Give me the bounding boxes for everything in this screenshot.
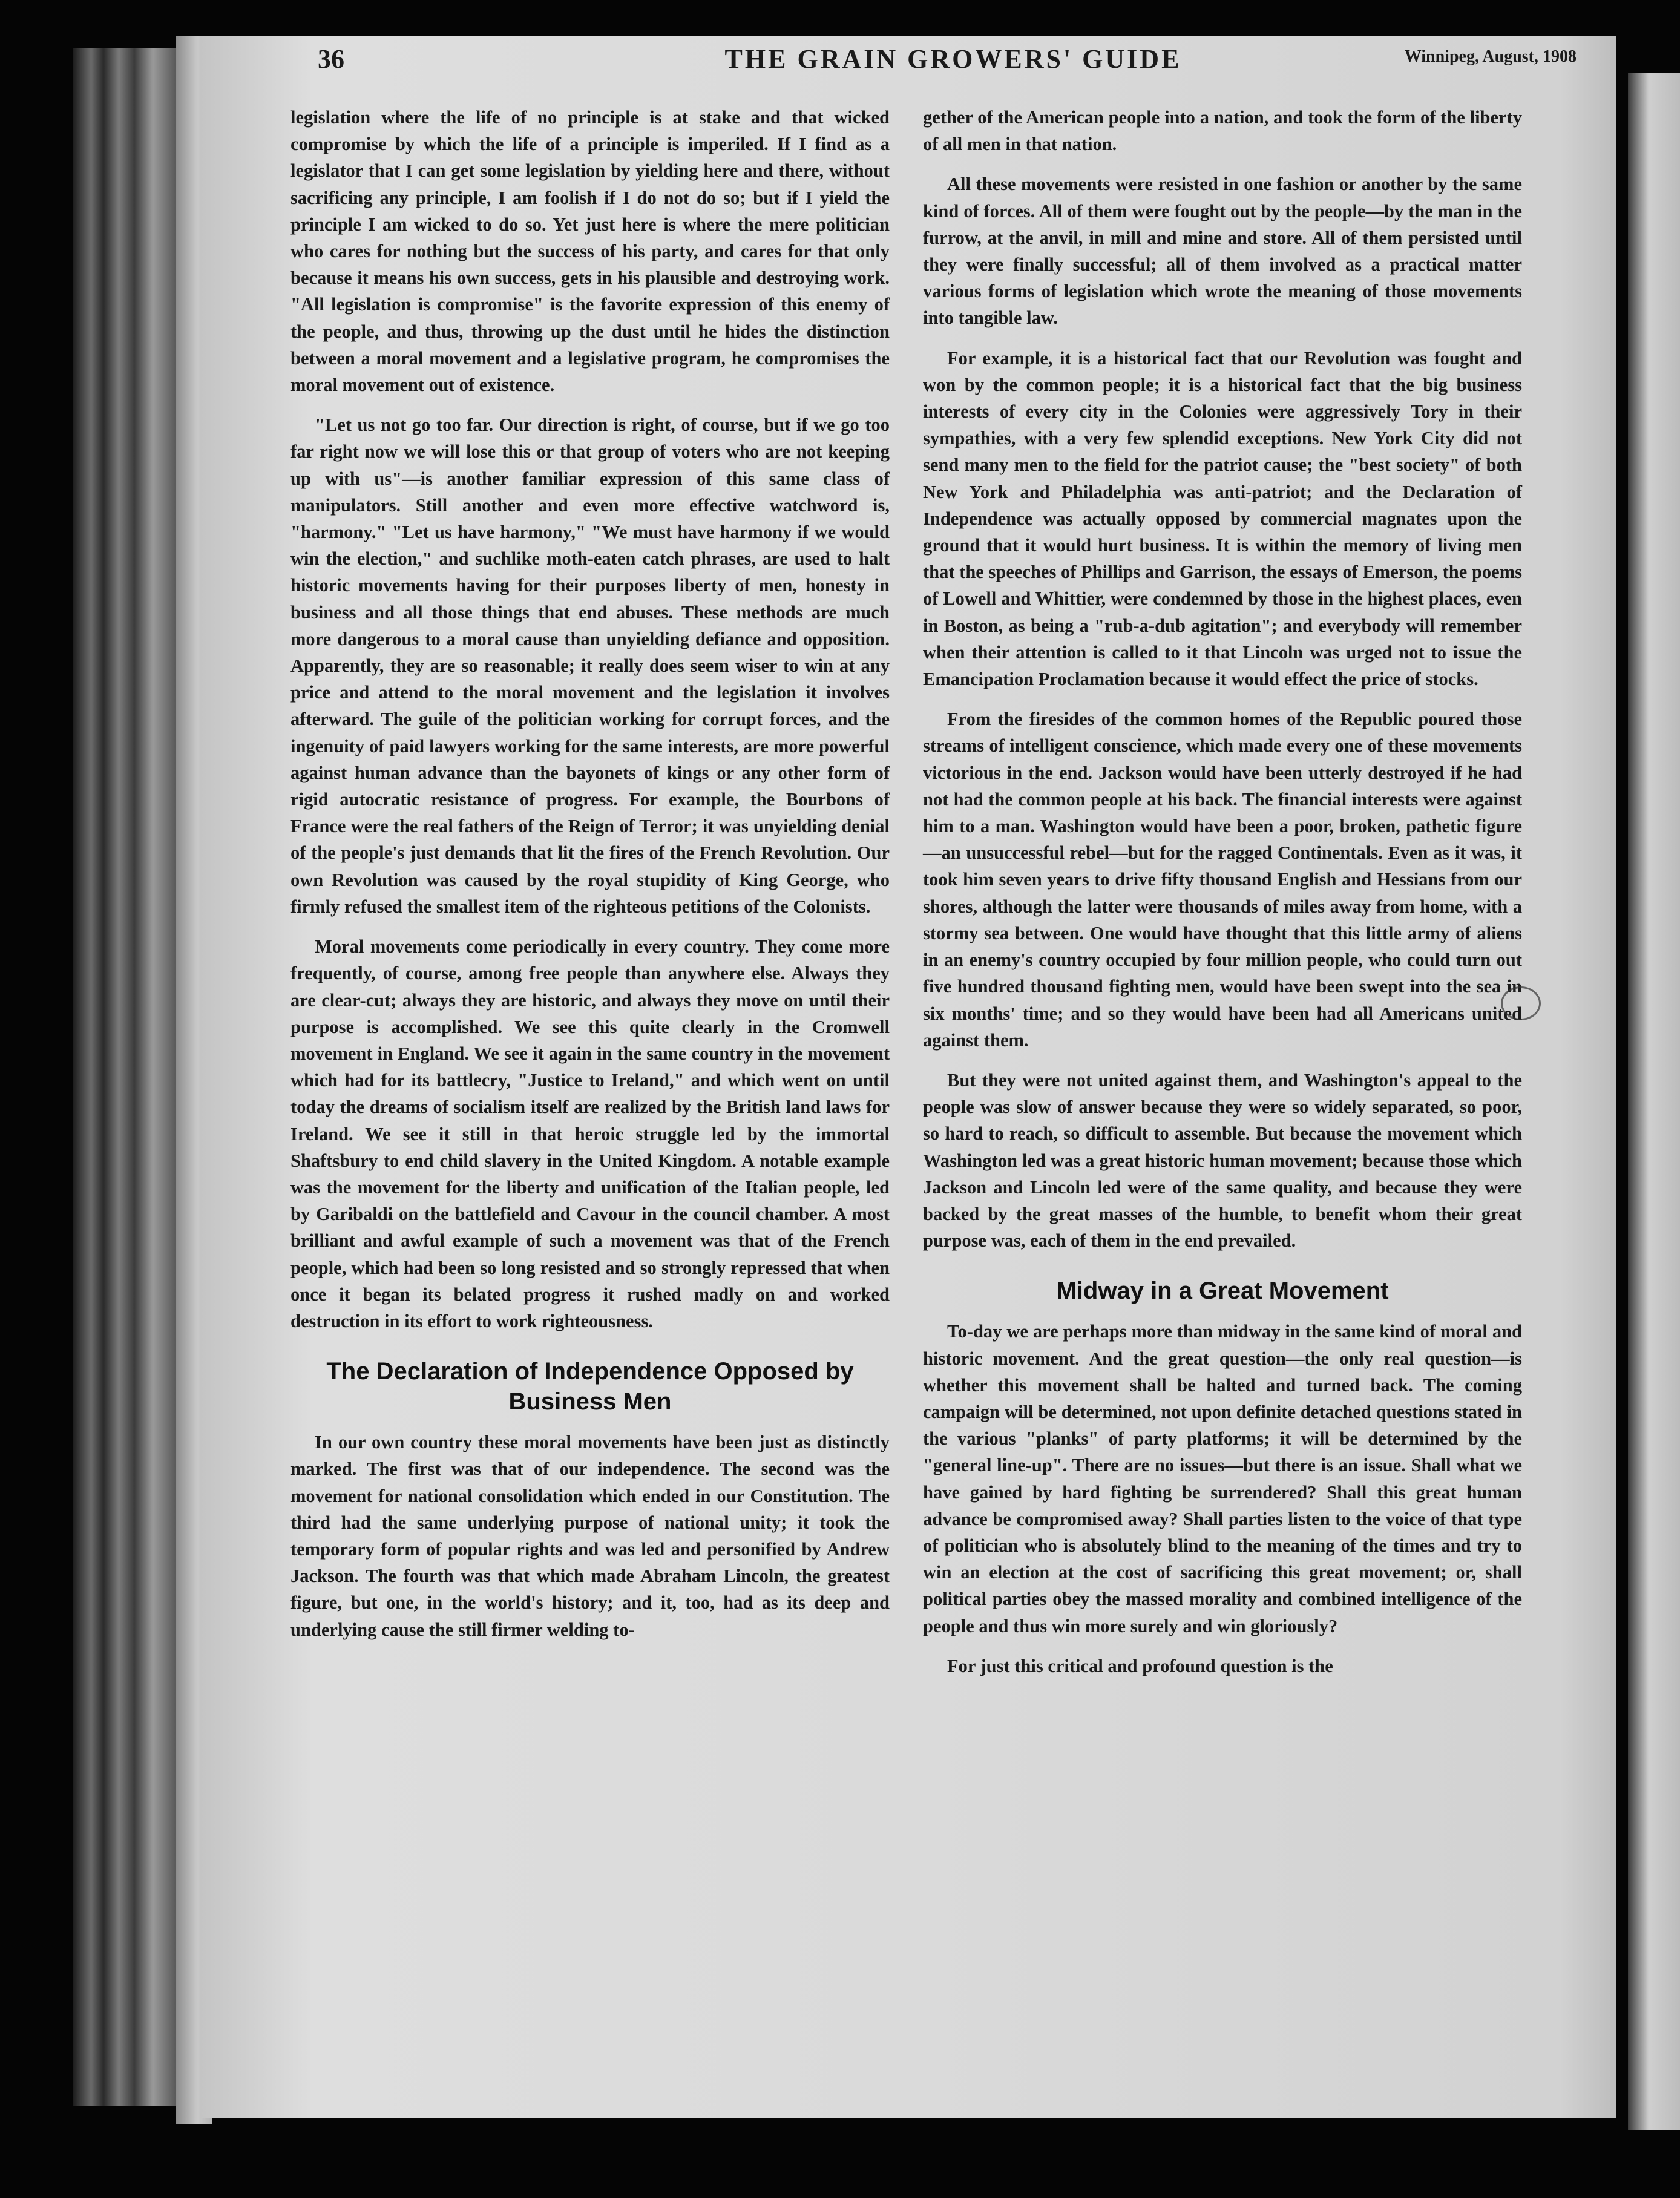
paragraph: For example, it is a historical fact that our Revolution was fought and won by the common people; it is a historical fact that the big business interests of every city in the Colonies were aggressively Tory in their sympathies, with a very few splendid exceptions. New York City did not send many men to the field for the patriot cause; the "best society" of both New York and Philadelphia was anti-patriot; and the Declaration of Independence was actually opposed by commercial magnates upon the ground that it would hurt business. It is within the memory of living men that the speeches of Phillips and Garrison, the essays of Emerson, the poems of Lowell and Whittier, were condemned by those in the highest places, even in Boston, as being a "rub-a-dub agitation"; and everybody will remember when their attention is called to it that Lincoln was urged not to issue the Emancipation Proclamation because it would effect the price of stocks. xyxy=(923,347,1522,690)
left-column xyxy=(290,104,890,1656)
paragraph: Moral movements come periodically in every country. They come more frequently, of course, among free people than anywhere else. Always they are clear-cut; always they are historic, and always they move on until their purpose is accomplished. We see this quite clearly in the Cromwell movement in England. We see it again in the same country in the movement which had for its battlecry, "Justice to Ireland," and which went on until today the dreams of socialism itself are realized by the British land laws for Ireland. We see it still in that heroic struggle led by the immortal Shaftsbury to end child slavery in the United Kingdom. A notable example was the movement for the liberty and unification of the Italian people, led by Garibaldi on the battlefield and Cavour in the council chamber. A most brilliant and awful example of such a movement was that of the French people, which had been so long resisted and so strongly repressed that when once it began its belated progress it rushed madly on and worked destruction in its effort to work righteousness. xyxy=(290,936,890,1331)
paragraph: From the firesides of the common homes of the Republic poured those streams of intelligent conscience, which made every one of these movements victorious in the end. Jackson would have been utterly destroyed if he had not had the common people at his back. The financial interests were against him to a man. Washington would have been a poor, broken, pathetic figure—an unsuccessful rebel—but for the ragged Continentals. Even as it was, it took him seven years to drive fifty thousand English and Hessians from our shores, although the latter were thousands of miles away from home, with a stormy sea between. One would have thought that this little army of aliens in an enemy's country occupied by four million people, who could turn out five hundred thousand fighting men, would have been swept into the sea in six months' time; and so they would have been had all Americans united against them. xyxy=(923,709,1522,1051)
dateline: Winnipeg, August, 1908 xyxy=(1404,47,1577,66)
section-heading: The Declaration of Independence Opposed by Business Men xyxy=(326,1358,854,1416)
paragraph: For just this critical and profound question is the xyxy=(947,1655,1333,1676)
paragraph: But they were not united against them, and Washington's appeal to the people was slow of answer because they were so widely separated, so poor, so hard to reach, so difficult to assemble. But because the movement which Washington led was a great historic human movement; because those which Jackson and Lincoln led were of the same quality, and because they were backed by the great masses of the humble, to benefit whom their great purpose was, each of them in the end prevailed. xyxy=(923,1069,1522,1252)
right-column xyxy=(923,104,1522,1693)
pencil-mark xyxy=(1501,986,1541,1020)
page-number: 36 xyxy=(318,44,344,74)
paragraph: gether of the American people into a nation, and took the form of the liberty of all men in that nation. xyxy=(923,107,1522,155)
book-spine xyxy=(73,48,176,2106)
paragraph: All these movements were resisted in one fashion or another by the same kind of forces. All of them were fought out by the people—by the man in the furrow, at the anvil, in mill and mine and store. All of them persisted until they were finally successful; all of them involved as a practical matter various forms of legislation which wrote the meaning of those movements into tangible law. xyxy=(923,174,1522,329)
paragraph: legislation where the life of no principle is at stake and that wicked compromise by which the life of a principle is imperiled. If I find as a legislator that I can get some legislation by yielding here and there, without sacrificing any principle, I am foolish if I do not do so; but if I yield the principle I am wicked to do so. Yet just here is where the mere politician who cares for nothing but the success of his party, and cares for that only because it means his own success, gets in his plausible and destroying work. "All legislation is compromise" is the favorite expression of this enemy of the people, and thus, throwing up the dust until he hides the distinction between a moral movement and a legislative program, he compromises the moral movement out of existence. xyxy=(290,107,890,396)
page-header xyxy=(318,44,1577,86)
section-heading: Midway in a Great Movement xyxy=(1056,1278,1389,1305)
paragraph: To-day we are perhaps more than midway in the same kind of moral and historic movement. And the great question—the only real question—is whether this movement shall be halted and turned back. The coming campaign will be determined, not upon definite detached questions stated in the various "planks" of party platforms; it will be determined by the "general line-up". There are no issues—but there is an issue. Shall what we have gained by hard fighting be surrendered? Shall this great human advance be compromised away? Shall parties listen to the voice of that type of politician who is absolutely blind to the meaning of the times and try to win an election at the cost of sacrificing this great movement; or, shall political parties obey the massed morality and combined intelligence of the people and thus win more surely and win gloriously? xyxy=(923,1321,1522,1636)
paragraph: "Let us not go too far. Our direction is right, of course, but if we go too far right now we will lose this or that group of voters who are not keeping up with us"—is another familiar expression of this same class of manipulators. Still another and even more effective watchword is, "harmony." "Let us have harmony," "We must have harmony if we would win the election," and suchlike moth-eaten catch phrases, are used to halt historic movements having for their purposes liberty of men, honesty in business and all those things that end abuses. These methods are much more dangerous to a moral cause than unyielding defiance and opposition. Apparently, they are so reasonable; it really does seem wiser to win at any price and attend to the moral movement and the legislation it involves afterward. The guile of the politician working for corrupt forces, and the ingenuity of paid lawyers working for the same interests, are more powerful against human advance than the bayonets of kings or any other form of rigid autocratic resistance of progress. For example, the Bourbons of France were the real fathers of the Reign of Terror; it was unyielding denial of the people's just demands that lit the fires of the French Revolution. Our own Revolution was caused by the royal stupidity of King George, who firmly refused the smallest item of the righteous petitions of the Colonists. xyxy=(290,415,890,917)
paragraph: In our own country these moral movements have been just as distinctly marked. The first was that of our independence. The second was the movement for national consolidation which ended in our Constitution. The third had the same underlying purpose of national unity; it took the temporary form of popular rights and was led and personified by Andrew Jackson. The fourth was that which made Abraham Lincoln, the greatest figure, but one, in the world's history; and it, too, had as its deep and underlying cause the still firmer welding to- xyxy=(290,1432,890,1640)
facing-page-edge xyxy=(1628,73,1680,2130)
masthead-title: THE GRAIN GROWERS' GUIDE xyxy=(724,44,1182,74)
